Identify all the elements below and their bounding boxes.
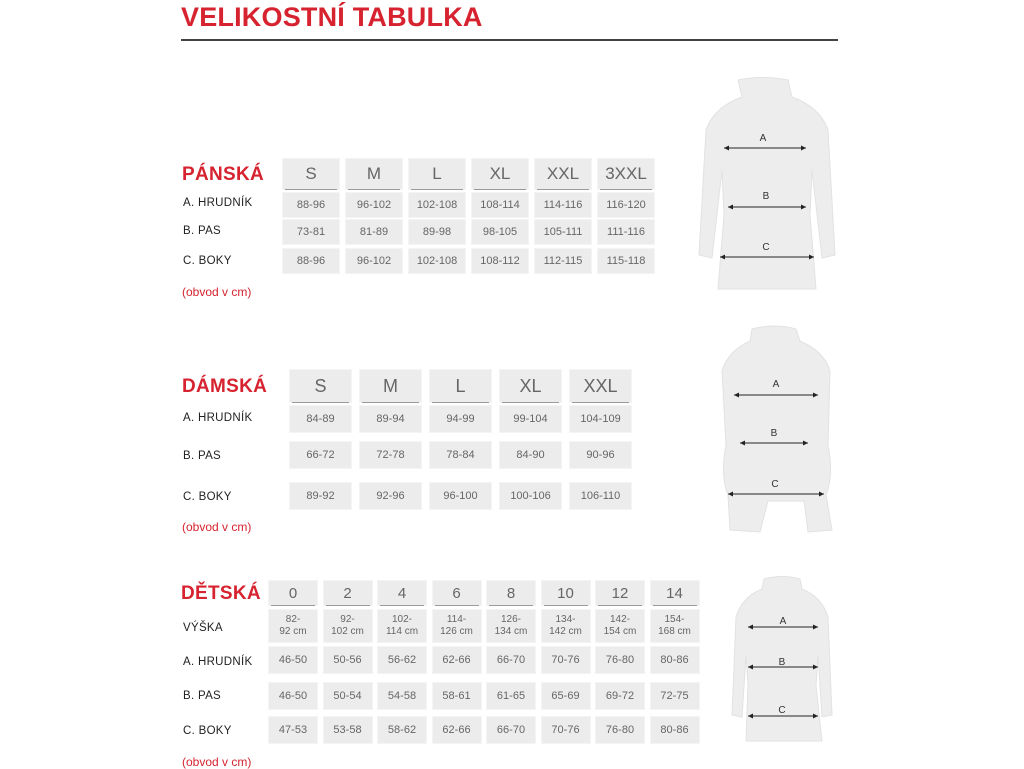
women-value-cell: 89-94: [359, 405, 422, 433]
kids-measure-label-b: B: [778, 657, 786, 668]
women-value-cell: 106-110: [569, 482, 632, 510]
women-measure-label-b: B: [770, 428, 778, 439]
kids-value-cell: 76-80: [595, 716, 645, 744]
height-range-part: 154 cm: [603, 626, 637, 637]
men-size-header: S: [282, 158, 340, 190]
men-value-cell: 114-116: [534, 192, 592, 218]
height-range-part: 134 cm: [494, 626, 528, 637]
women-row-label-hips: C. BOKY: [183, 491, 232, 503]
kids-size-header: 0: [268, 580, 318, 606]
women-row-label-waist: B. PAS: [183, 450, 222, 462]
kids-value-cell: 50-56: [323, 646, 373, 674]
men-value-cell: 112-115: [534, 248, 592, 274]
kids-value-cell: 46-50: [268, 682, 318, 710]
kids-unit-note: (obvod v cm): [182, 755, 252, 769]
women-measure-label-c: C: [771, 479, 779, 490]
kids-height-cell: [486, 609, 536, 643]
men-value-cell: 81-89: [345, 219, 403, 245]
men-value-cell: 96-102: [345, 248, 403, 274]
men-value-cell: 111-116: [597, 219, 655, 245]
kids-height-cell: [377, 609, 427, 643]
kids-size-header: 2: [323, 580, 373, 606]
page-title: VELIKOSTNÍ TABULKA: [181, 2, 483, 32]
men-measure-label-a: A: [759, 133, 767, 144]
kids-value-cell: 70-76: [541, 716, 591, 744]
men-measure-label-b: B: [762, 191, 770, 202]
men-value-cell: 73-81: [282, 219, 340, 245]
women-measure-label-a: A: [772, 379, 780, 390]
kids-value-cell: 56-62: [377, 646, 427, 674]
kids-value-cell: 76-80: [595, 646, 645, 674]
kids-height-cell: [650, 609, 700, 643]
kids-value-cell: 62-66: [432, 646, 482, 674]
women-size-header: XL: [499, 369, 562, 403]
height-range-part: 102 cm: [331, 626, 364, 637]
kids-size-header: 10: [541, 580, 591, 606]
kids-size-header: 12: [595, 580, 645, 606]
men-value-cell: 108-114: [471, 192, 529, 218]
men-body-figure: [688, 75, 838, 295]
men-value-cell: 88-96: [282, 248, 340, 274]
height-range-part: 168 cm: [658, 626, 691, 637]
kids-value-cell: 53-58: [323, 716, 373, 744]
kids-value-cell: 58-62: [377, 716, 427, 744]
men-value-cell: 108-112: [471, 248, 529, 274]
height-range-part: 92-: [340, 614, 355, 625]
kids-value-cell: 50-54: [323, 682, 373, 710]
kids-value-cell: 54-58: [377, 682, 427, 710]
kids-measure-label-a: A: [779, 616, 787, 627]
women-value-cell: 104-109: [569, 405, 632, 433]
men-row-label-hips: C. BOKY: [183, 255, 232, 267]
kids-value-cell: 65-69: [541, 682, 591, 710]
women-value-cell: 72-78: [359, 441, 422, 469]
men-value-cell: 116-120: [597, 192, 655, 218]
kids-size-header: 14: [650, 580, 700, 606]
men-row-label-chest: A. HRUDNÍK: [183, 197, 253, 209]
height-range-part: 114 cm: [385, 626, 419, 637]
men-size-header: L: [408, 158, 466, 190]
men-size-header: XL: [471, 158, 529, 190]
men-value-cell: 96-102: [345, 192, 403, 218]
men-unit-note: (obvod v cm): [182, 285, 252, 299]
height-range-part: 126 cm: [440, 626, 473, 637]
height-range-part: 102-: [391, 614, 412, 625]
women-size-header: S: [289, 369, 352, 403]
kids-row-label-chest: A. HRUDNÍK: [183, 656, 253, 668]
women-value-cell: 66-72: [289, 441, 352, 469]
height-range-part: 154-: [664, 614, 685, 625]
kids-height-cell: [323, 609, 373, 643]
kids-value-cell: 80-86: [650, 716, 700, 744]
women-row-label-chest: A. HRUDNÍK: [183, 412, 253, 424]
men-size-header: M: [345, 158, 403, 190]
height-range-part: 142-: [609, 614, 630, 625]
women-size-header: M: [359, 369, 422, 403]
kids-size-header: 4: [377, 580, 427, 606]
kids-value-cell: 80-86: [650, 646, 700, 674]
height-range-part: 142 cm: [549, 626, 582, 637]
men-value-cell: 105-111: [534, 219, 592, 245]
men-value-cell: 88-96: [282, 192, 340, 218]
kids-row-label-hips: C. BOKY: [183, 725, 232, 737]
height-range-part: 82-: [285, 614, 301, 625]
women-section-title: DÁMSKÁ: [182, 376, 268, 397]
women-value-cell: 78-84: [429, 441, 492, 469]
kids-value-cell: 58-61: [432, 682, 482, 710]
men-size-header: XXL: [534, 158, 592, 190]
height-range-part: 126-: [500, 614, 521, 625]
kids-height-cell: [541, 609, 591, 643]
men-value-cell: 102-108: [408, 248, 466, 274]
kids-row-label-height: VÝŠKA: [183, 622, 223, 634]
kids-row-label-waist: B. PAS: [183, 690, 222, 702]
women-value-cell: 89-92: [289, 482, 352, 510]
kids-value-cell: 46-50: [268, 646, 318, 674]
kids-value-cell: 69-72: [595, 682, 645, 710]
kids-value-cell: 72-75: [650, 682, 700, 710]
women-body-figure: [700, 325, 840, 540]
women-value-cell: 84-89: [289, 405, 352, 433]
kids-value-cell: 66-70: [486, 646, 536, 674]
women-value-cell: 84-90: [499, 441, 562, 469]
height-range-part: 114-: [446, 614, 467, 625]
women-value-cell: 100-106: [499, 482, 562, 510]
kids-value-cell: 70-76: [541, 646, 591, 674]
men-size-header: 3XXL: [597, 158, 655, 190]
title-divider: [181, 39, 838, 41]
women-value-cell: 90-96: [569, 441, 632, 469]
men-row-label-waist: B. PAS: [183, 225, 222, 237]
kids-size-header: 6: [432, 580, 482, 606]
kids-value-cell: 66-70: [486, 716, 536, 744]
kids-value-cell: 61-65: [486, 682, 536, 710]
kids-section-title: DĚTSKÁ: [181, 583, 261, 604]
kids-value-cell: 62-66: [432, 716, 482, 744]
men-section-title: PÁNSKÁ: [182, 164, 265, 185]
men-measure-label-c: C: [762, 242, 770, 253]
kids-value-cell: 47-53: [268, 716, 318, 744]
kids-height-cell: [432, 609, 482, 643]
kids-size-header: 8: [486, 580, 536, 606]
kids-height-cell: [595, 609, 645, 643]
women-unit-note: (obvod v cm): [182, 520, 252, 534]
women-value-cell: 96-100: [429, 482, 492, 510]
kids-body-figure: [726, 575, 838, 743]
women-value-cell: 99-104: [499, 405, 562, 433]
women-size-header: L: [429, 369, 492, 403]
men-value-cell: 89-98: [408, 219, 466, 245]
women-size-header: XXL: [569, 369, 632, 403]
kids-height-cell: [268, 609, 318, 643]
women-value-cell: 94-99: [429, 405, 492, 433]
height-range-part: 134-: [555, 614, 576, 625]
kids-measure-label-c: C: [778, 705, 786, 716]
men-value-cell: 102-108: [408, 192, 466, 218]
height-range-part: 92 cm: [279, 626, 307, 637]
women-value-cell: 92-96: [359, 482, 422, 510]
men-value-cell: 98-105: [471, 219, 529, 245]
men-value-cell: 115-118: [597, 248, 655, 274]
